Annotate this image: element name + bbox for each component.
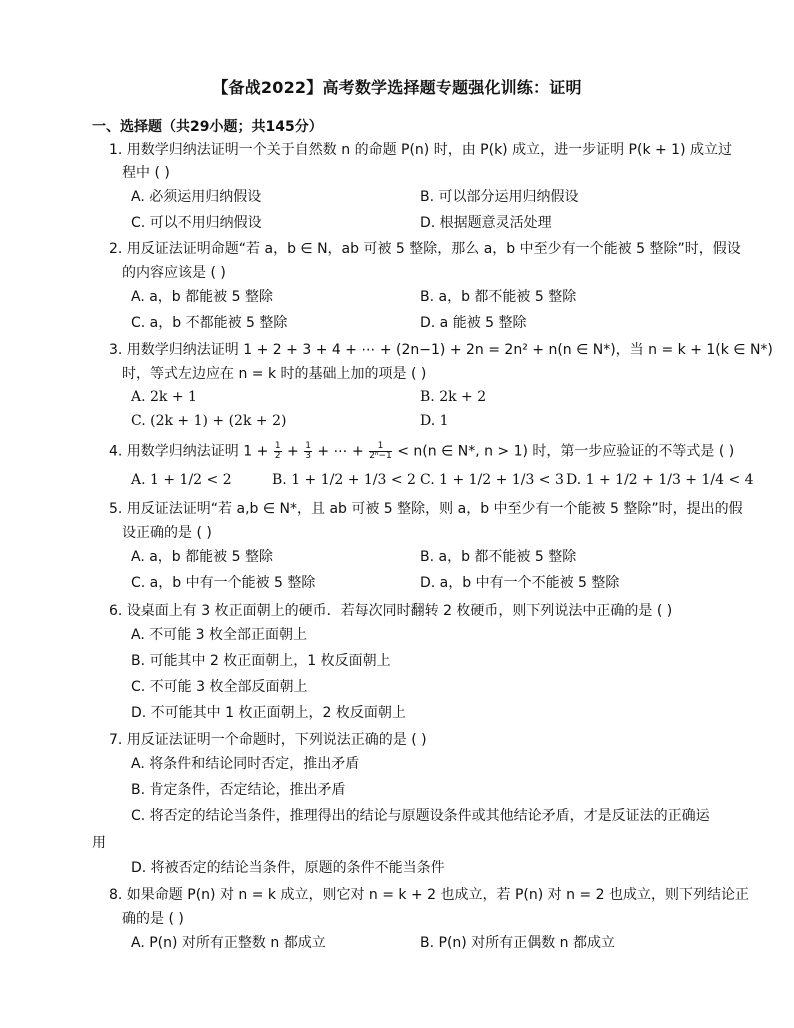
fraction-1-2: $\frac{1}{2}$ [274, 441, 281, 461]
question-3-line-1: 3. 用数学归纳法证明 1 + 2 + 3 + 4 + ⋯ + (2n−1) + 2n = 2n² + n(n ∈ N*)，当 n = k + 1(k ∈ N*) [109, 342, 773, 358]
question-7-option-c-continuation: 用 [92, 835, 106, 851]
question-8-line-1: 8. 如果命题 P(n) 对 n = k 成立，则它对 n = k + 2 也成立，若 P(n) 对 n = 2 也成立，则下列结论正 [109, 887, 749, 903]
question-5-option-c: C. a，b 中有一个能被 5 整除 [131, 575, 316, 591]
question-6-option-a: A. 不可能 3 枚全部正面朝上 [131, 627, 308, 643]
question-7-line-1: 7. 用反证法证明一个命题时，下列说法正确的是 ( ) [109, 732, 427, 748]
question-4-option-b: B. 1 + 1/2 + 1/3 < 2 [272, 472, 416, 488]
fraction-1-over-2n-minus-1: $\frac{1}{\text{2ⁿ−1}}$ [369, 441, 392, 461]
question-6-option-b: B. 可能其中 2 枚正面朝上，1 枚反面朝上 [131, 653, 391, 669]
question-5-option-b: B. a，b 都不能被 5 整除 [420, 549, 577, 565]
question-2-line-2: 的内容应该是 ( ) [122, 265, 226, 281]
question-3-line-2: 时，等式左边应在 n = k 时的基础上加的项是 ( ) [122, 366, 427, 382]
question-3-option-d: D. 1 [420, 413, 449, 429]
question-1-line-2: 程中 ( ) [122, 165, 170, 181]
question-4-suffix: < n(n ∈ N*, n > 1) 时，第一步应验证的不等式是 ( ) [397, 443, 735, 460]
question-5-option-a: A. a，b 都能被 5 整除 [131, 549, 273, 565]
document-title: 【备战2022】高考数学选择题专题强化训练：证明 [212, 78, 582, 97]
question-4-line-1: 4. 用数学归纳法证明 1 + $\frac{1}{2}$ + $\frac{1}{3}$ + ⋯ + $\frac{1}{\text{2ⁿ−1}}$ < n(n ∈ N*, n > 1) 时，第一步应验证的不等式是 ( ) [109, 441, 735, 461]
question-8-option-b: B. P(n) 对所有正偶数 n 都成立 [420, 935, 615, 951]
question-3-option-a: A. 2k + 1 [131, 389, 197, 405]
question-4-option-a: A. 1 + 1/2 < 2 [131, 472, 232, 488]
question-2-option-c: C. a，b 不都能被 5 整除 [131, 315, 288, 331]
question-7-option-b: B. 肯定条件，否定结论，推出矛盾 [131, 782, 346, 798]
question-1-option-d: D. 根据题意灵活处理 [420, 215, 552, 231]
question-6-line-1: 6. 设桌面上有 3 枚正面朝上的硬币．若每次同时翻转 2 枚硬币，则下列说法中正确的是 ( ) [109, 603, 673, 619]
question-7-option-c: C. 将否定的结论当条件，推理得出的结论与原题设条件或其他结论矛盾，才是反证法的正确运 [131, 808, 710, 824]
fraction-1-3: $\frac{1}{3}$ [305, 441, 311, 461]
question-4-prefix: 4. 用数学归纳法证明 1 + [109, 443, 269, 460]
question-4-option-d: D. 1 + 1/2 + 1/3 + 1/4 < 4 [566, 472, 754, 488]
question-2-option-b: B. a，b 都不能被 5 整除 [420, 289, 577, 305]
section-heading: 一、选择题（共29小题；共145分） [92, 119, 323, 135]
question-1-option-b: B. 可以部分运用归纳假设 [420, 189, 579, 205]
question-3-option-b: B. 2k + 2 [420, 389, 487, 405]
question-6-option-c: C. 不可能 3 枚全部反面朝上 [131, 679, 308, 695]
question-2-option-a: A. a，b 都能被 5 整除 [131, 289, 273, 305]
question-5-line-1: 5. 用反证法证明“若 a,b ∈ N*，且 ab 可被 5 整除，则 a，b 中至少有一个能被 5 整除”时，提出的假 [109, 501, 743, 517]
question-3-option-c: C. (2k + 1) + (2k + 2) [131, 413, 287, 429]
question-1-option-c: C. 可以不用归纳假设 [131, 215, 262, 231]
question-7-option-d: D. 将被否定的结论当条件，原题的条件不能当条件 [131, 860, 445, 876]
question-7-option-a: A. 将条件和结论同时否定，推出矛盾 [131, 756, 360, 772]
question-5-line-2: 设正确的是 ( ) [122, 525, 212, 541]
question-1-option-a: A. 必须运用归纳假设 [131, 189, 262, 205]
question-1-line-1: 1. 用数学归纳法证明一个关于自然数 n 的命题 P(n) 时，由 P(k) 成立，进一步证明 P(k + 1) 成立过 [109, 142, 733, 158]
question-8-line-2: 确的是 ( ) [122, 911, 184, 927]
question-2-option-d: D. a 能被 5 整除 [420, 315, 527, 331]
question-8-option-a: A. P(n) 对所有正整数 n 都成立 [131, 935, 326, 951]
question-6-option-d: D. 不可能其中 1 枚正面朝上，2 枚反面朝上 [131, 705, 406, 721]
question-2-line-1: 2. 用反证法证明命题“若 a，b ∈ N，ab 可被 5 整除，那么 a，b 中至少有一个能被 5 整除”时，假设 [109, 241, 741, 257]
question-5-option-d: D. a，b 中有一个不能被 5 整除 [420, 575, 620, 591]
question-4-option-c: C. 1 + 1/2 + 1/3 < 3 [420, 472, 564, 488]
